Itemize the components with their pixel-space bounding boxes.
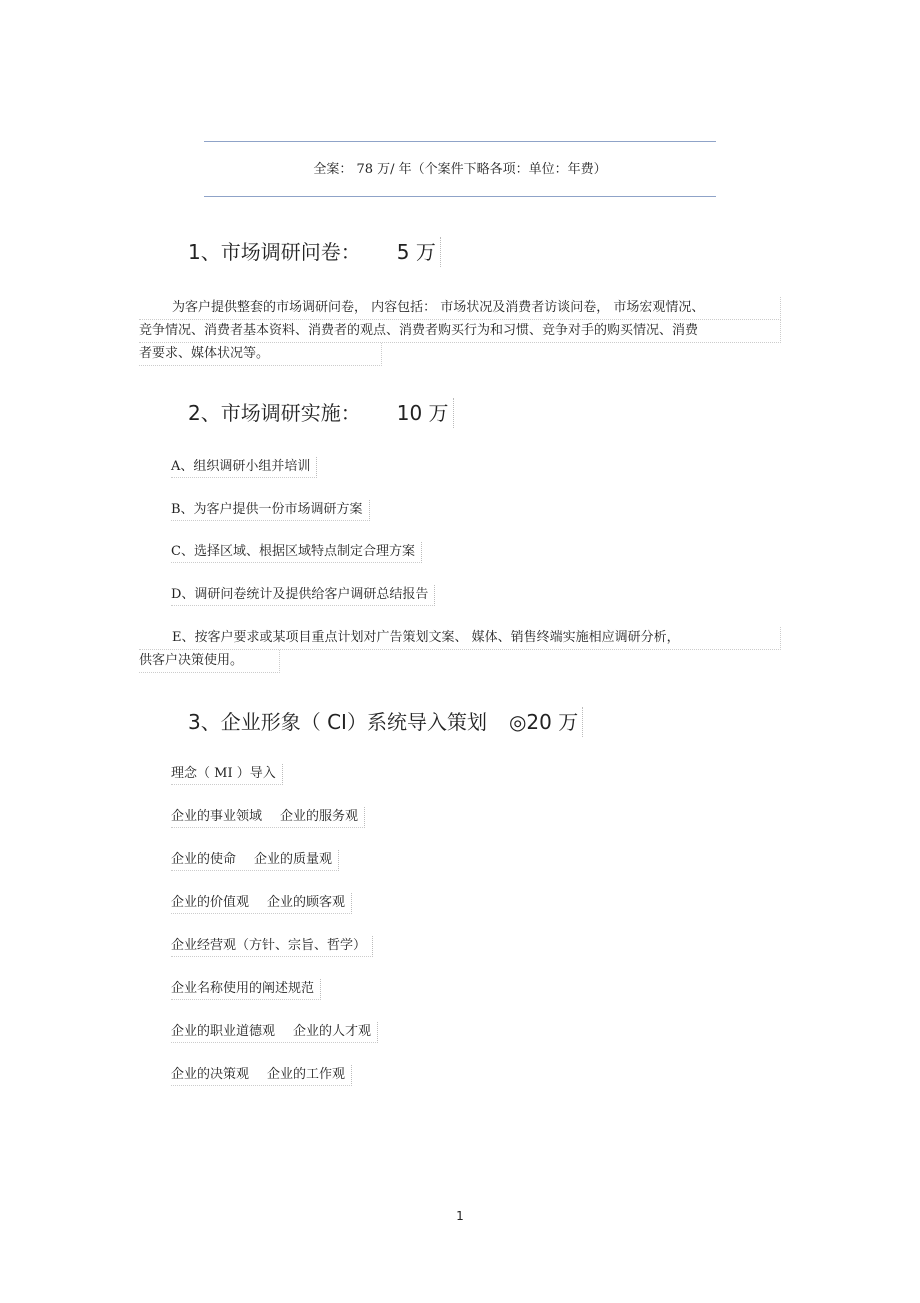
item-text: 企业的决策观 <box>171 1067 250 1082</box>
section-2-amount: 10 万 <box>396 401 449 425</box>
para-line: 竞争情况、消费者基本资料、消费者的观点、消费者购买行为和习惯、竞争对手的购买情况、消费 <box>139 320 781 343</box>
section-2-heading <box>188 398 454 428</box>
list-item: B、为客户提供一份市场调研方案 <box>171 500 370 521</box>
item-text: 企业的使命 <box>171 852 237 867</box>
list-item <box>171 979 321 1000</box>
section-1-paragraph <box>139 297 781 366</box>
para-line: E、按客户要求或某项目重点计划对广告策划文案、 媒体、销售终端实施相应调研分析， <box>139 627 781 650</box>
list-item <box>171 936 373 957</box>
item-text: 企业的服务观 <box>280 809 359 824</box>
bottom-rule <box>204 196 716 197</box>
item-text: 企业经营观（方针、宗旨、哲学） <box>171 938 367 953</box>
summary-line: 全案： 78 万/ 年（个案件下略各项：单位：年费） <box>313 162 607 177</box>
para-line: 者要求、媒体状况等。 <box>139 343 382 366</box>
list-item <box>171 893 352 914</box>
item-text: 企业的人才观 <box>293 1024 372 1039</box>
section-1-title: 1、市场调研问卷： <box>188 240 361 264</box>
item-text: 企业的价值观 <box>171 895 250 910</box>
list-item <box>171 1022 378 1043</box>
para-line: 供客户决策使用。 <box>139 650 280 673</box>
list-item: C、选择区域、根据区域特点制定合理方案 <box>171 542 422 563</box>
section-3-title: 3、企业形象（ CI）系统导入策划 <box>188 710 487 734</box>
top-rule <box>204 141 716 142</box>
item-text: 理念（ MI ）导入 <box>171 766 276 781</box>
item-text: 企业的顾客观 <box>267 895 346 910</box>
para-line: 为客户提供整套的市场调研问卷， 内容包括： 市场状况及消费者访谈问卷， 市场宏观情况、 <box>139 297 781 320</box>
list-item: D、调研问卷统计及提供给客户调研总结报告 <box>171 585 435 606</box>
list-item <box>171 764 283 785</box>
section-2-item-e <box>139 627 781 673</box>
list-item <box>171 850 339 871</box>
item-text: 企业的事业领域 <box>171 809 263 824</box>
list-item <box>171 807 365 828</box>
item-text: 企业名称使用的阐述规范 <box>171 981 315 996</box>
list-item <box>171 1065 352 1086</box>
list-item: A、组织调研小组并培训 <box>171 457 317 478</box>
section-3-heading <box>188 707 583 737</box>
item-text: 企业的工作观 <box>267 1067 346 1082</box>
page-number: 1 <box>456 1209 464 1223</box>
section-2-title: 2、市场调研实施： <box>188 401 361 425</box>
section-3-amount: ◎20 万 <box>508 710 579 734</box>
section-1-amount: 5 万 <box>396 240 436 264</box>
item-text: 企业的职业道德观 <box>171 1024 276 1039</box>
item-text: 企业的质量观 <box>254 852 333 867</box>
section-1-heading <box>188 237 441 267</box>
